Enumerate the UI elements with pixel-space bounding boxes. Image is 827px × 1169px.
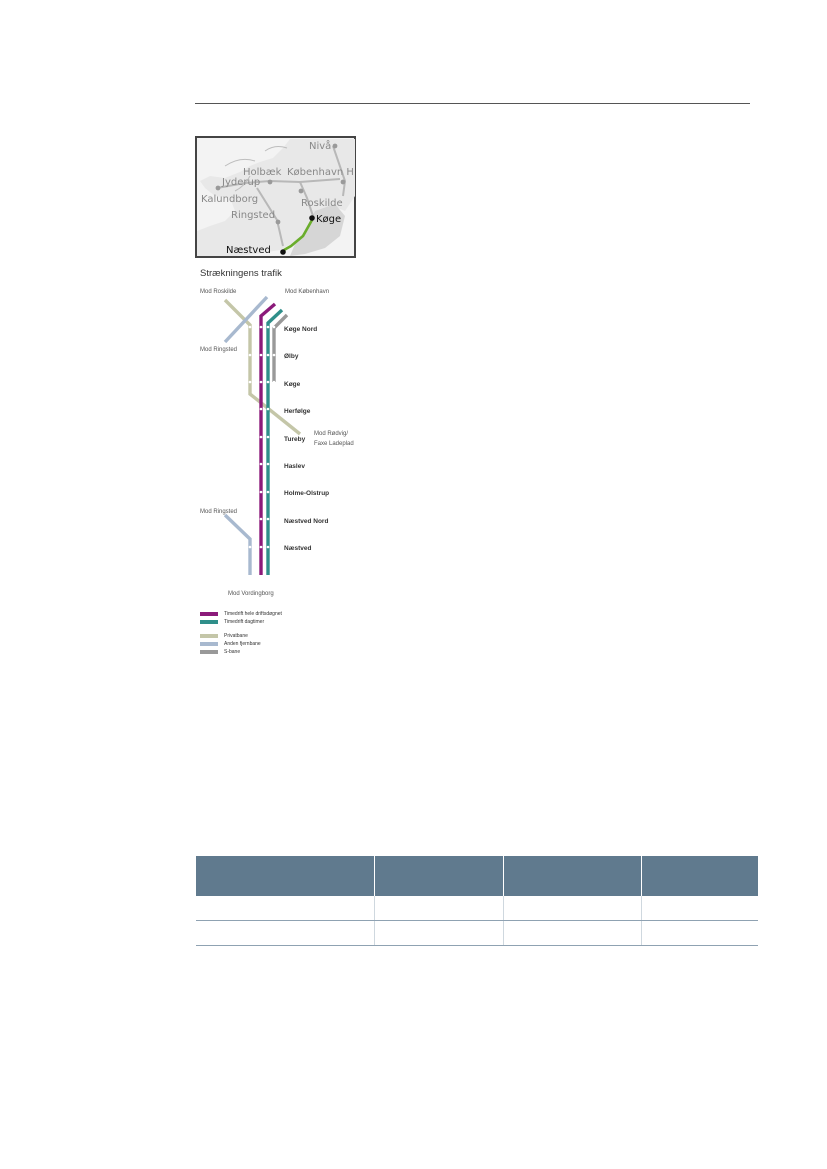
table-row — [196, 921, 758, 946]
table-header-cell — [375, 856, 504, 896]
table-cell — [642, 921, 759, 946]
station-label: Holme-Olstrup — [284, 490, 330, 497]
legend-swatch — [200, 612, 218, 616]
legend-label: Timedrift hele driftsdøgnet — [224, 611, 282, 617]
station-label: Herfølge — [284, 408, 311, 415]
dir-ringsted-top: Mod Ringsted — [200, 347, 238, 353]
legend-swatch — [200, 650, 218, 654]
legend-swatch — [200, 642, 218, 646]
table-cell — [375, 896, 504, 921]
legend-label: Anden fjernbane — [224, 641, 261, 647]
table-cell — [375, 921, 504, 946]
map-label-naestved: Næstved — [226, 245, 271, 256]
station-label: Køge Nord — [284, 326, 318, 333]
city-dot-naestved — [280, 249, 286, 255]
city-dot-roskilde — [299, 189, 304, 194]
station-label: Køge — [284, 381, 301, 388]
line-diagram-svg — [195, 282, 375, 602]
city-dot-holbaek — [268, 180, 273, 185]
table-header-cell — [504, 856, 642, 896]
dir-vordingborg: Mod Vordingborg — [228, 591, 274, 597]
dir-roskilde: Mod Roskilde — [200, 289, 237, 295]
legend-swatch — [200, 634, 218, 638]
dir-rodvig-1: Mod Rødvig/ — [314, 431, 349, 437]
table-cell — [642, 896, 759, 921]
map-label-holbaek: Holbæk — [243, 167, 282, 178]
location-map-svg — [195, 136, 356, 258]
station-label: Ølby — [284, 353, 299, 360]
legend-label: Timedrift dagtimer — [224, 619, 265, 625]
table-cell — [504, 896, 642, 921]
table-row — [196, 896, 758, 921]
station-label: Tureby — [284, 436, 306, 443]
map-label-niva: Nivå — [309, 141, 332, 152]
city-dot-jyderup — [216, 186, 221, 191]
station-label: Næstved Nord — [284, 518, 329, 525]
location-map — [195, 136, 356, 258]
city-dot-koge — [309, 215, 315, 221]
station-label: Haslev — [284, 463, 305, 470]
dir-ringsted-bottom: Mod Ringsted — [200, 509, 238, 515]
data-table — [196, 856, 758, 946]
header-rule — [195, 103, 750, 104]
map-label-ringsted: Ringsted — [231, 210, 276, 221]
map-label-roskilde: Roskilde — [301, 198, 343, 209]
table-cell — [196, 921, 375, 946]
legend-label: S-bane — [224, 649, 241, 655]
map-label-kobenhavn: København H — [287, 167, 354, 178]
city-dot-ringsted — [276, 220, 281, 225]
legend-swatch — [200, 620, 218, 624]
line-fjernbane-bottom — [225, 515, 250, 575]
line-diagram — [195, 282, 375, 602]
map-label-kalundborg: Kalundborg — [201, 194, 259, 205]
table-header-cell — [642, 856, 759, 896]
legend-label: Privatbane — [224, 633, 248, 639]
city-dot-kobenhavn — [341, 180, 346, 185]
map-label-jyderup: Jyderup — [222, 177, 261, 188]
table-cell — [196, 896, 375, 921]
dir-kobenhavn: Mod København — [285, 289, 330, 295]
map-label-koge: Køge — [316, 214, 342, 225]
station-label: Næstved — [284, 545, 312, 552]
table-header-cell — [196, 856, 375, 896]
city-dot-niva — [333, 144, 338, 149]
dir-rodvig-2: Faxe Ladeplad — [314, 441, 354, 447]
table-cell — [504, 921, 642, 946]
diagram-title: Strækningens trafik — [200, 268, 282, 279]
table-header-row — [196, 856, 758, 896]
